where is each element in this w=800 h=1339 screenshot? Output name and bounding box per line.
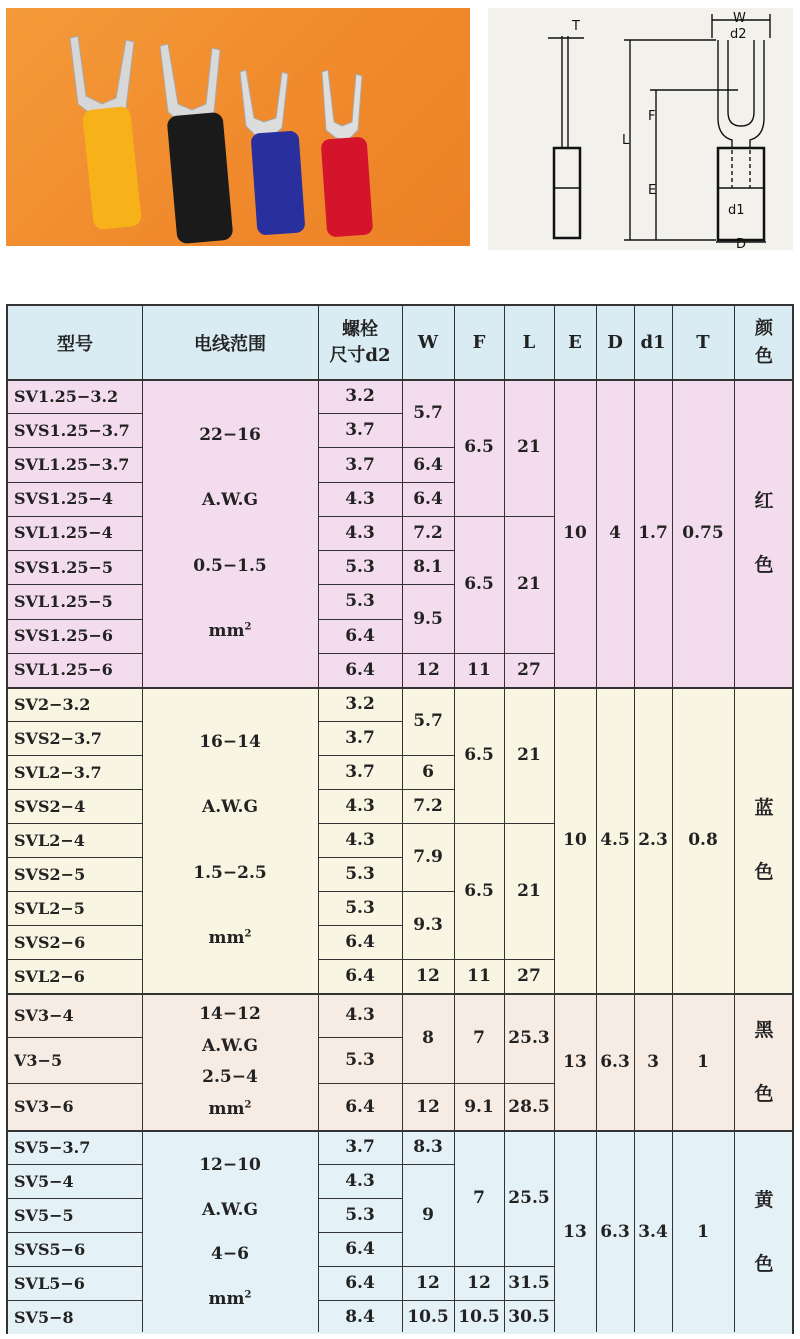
superscript: 2 bbox=[244, 621, 252, 633]
wire-range-mm2-value: 4−6 bbox=[211, 1244, 249, 1265]
f-value-cell: 11 bbox=[467, 966, 491, 986]
grid-line bbox=[634, 306, 635, 1332]
grid-line bbox=[8, 857, 142, 858]
model-cell: SVL2−6 bbox=[14, 966, 85, 986]
bolt-size-cell: 6.4 bbox=[345, 1096, 375, 1117]
l-value-cell: 27 bbox=[517, 966, 541, 986]
label-w: W bbox=[733, 11, 746, 26]
header-model: 型号 bbox=[57, 333, 93, 355]
grid-line bbox=[504, 306, 505, 1332]
header-separator bbox=[8, 379, 794, 381]
d1-value-cell: 3.4 bbox=[638, 1222, 668, 1242]
wire-range-cell bbox=[142, 993, 318, 1130]
w-value-cell: 9 bbox=[422, 1205, 434, 1225]
bolt-size-cell: 5.3 bbox=[345, 1050, 375, 1070]
group-separator bbox=[8, 993, 794, 995]
grid-line bbox=[734, 306, 735, 1332]
w-value-cell: 7.2 bbox=[413, 796, 443, 816]
model-cell: SV5−8 bbox=[14, 1307, 74, 1327]
wire-range-awg-value: 16−14 bbox=[199, 732, 261, 753]
l-value-cell: 21 bbox=[517, 437, 541, 458]
w-value-cell: 9.5 bbox=[413, 608, 443, 629]
l-value-cell: 25.5 bbox=[508, 1188, 550, 1208]
bolt-size-cell: 6.4 bbox=[345, 932, 375, 952]
f-value-cell: 6.5 bbox=[464, 437, 494, 458]
w-value-cell: 8.3 bbox=[413, 1137, 443, 1157]
f-value-cell: 7 bbox=[473, 1028, 485, 1048]
wire-range-mm2-unit bbox=[209, 928, 252, 948]
header-color bbox=[734, 306, 794, 379]
bolt-size-cell: 5.3 bbox=[345, 864, 375, 884]
product-photo bbox=[6, 8, 470, 246]
model-cell: SV5−3.7 bbox=[14, 1137, 91, 1157]
grid-line bbox=[402, 755, 454, 756]
grid-line bbox=[142, 306, 143, 1332]
header-l: L bbox=[522, 332, 536, 353]
bolt-size-cell: 3.7 bbox=[345, 762, 375, 782]
color-name-char: 黑 bbox=[754, 1018, 774, 1041]
w-value-cell: 6 bbox=[422, 762, 434, 782]
header-bolt-line1: 螺栓 bbox=[342, 318, 378, 340]
header-color-line2: 色 bbox=[755, 345, 773, 367]
grid-line bbox=[318, 619, 402, 620]
dimension-drawing bbox=[488, 8, 793, 250]
bolt-size-cell: 5.3 bbox=[345, 591, 375, 612]
grid-line bbox=[318, 653, 402, 654]
bolt-size-cell: 4.3 bbox=[345, 488, 375, 509]
d1-value-cell: 3 bbox=[647, 1051, 659, 1072]
bolt-size-cell: 4.3 bbox=[345, 796, 375, 816]
grid-line bbox=[8, 482, 142, 483]
wire-range-awg-value: 22−16 bbox=[199, 424, 261, 445]
f-value-cell: 7 bbox=[473, 1188, 485, 1208]
grid-line bbox=[454, 306, 455, 1332]
grid-line bbox=[318, 550, 402, 551]
color-name-cell bbox=[734, 379, 794, 687]
wire-range-awg-value: 14−12 bbox=[199, 1004, 261, 1025]
f-value-cell: 9.1 bbox=[464, 1096, 494, 1117]
group-separator bbox=[8, 687, 794, 689]
t-value-cell: 0.75 bbox=[682, 523, 724, 543]
terminal-dimension-diagram bbox=[488, 8, 793, 250]
bolt-size-cell: 4.3 bbox=[345, 1171, 375, 1191]
group-separator bbox=[8, 1130, 794, 1132]
grid-line bbox=[402, 447, 454, 448]
grid-line bbox=[504, 653, 554, 654]
grid-line bbox=[454, 959, 504, 960]
grid-line bbox=[8, 653, 142, 654]
f-value-cell: 6.5 bbox=[464, 574, 494, 595]
grid-line bbox=[402, 306, 403, 1332]
l-value-cell: 27 bbox=[517, 659, 541, 680]
w-value-cell: 12 bbox=[416, 966, 440, 986]
grid-line bbox=[554, 306, 555, 1332]
grid-line bbox=[318, 306, 319, 1332]
grid-line bbox=[402, 482, 454, 483]
header-d: D bbox=[607, 332, 623, 353]
model-cell: SV5−5 bbox=[14, 1205, 74, 1225]
wire-range-cell bbox=[142, 687, 318, 993]
color-name-char: 色 bbox=[754, 861, 774, 883]
grid-line bbox=[8, 755, 142, 756]
grid-line bbox=[8, 413, 142, 414]
bolt-size-cell: 6.4 bbox=[345, 1273, 375, 1293]
grid-line bbox=[318, 857, 402, 858]
color-name-cell bbox=[734, 993, 794, 1130]
grid-line bbox=[402, 1266, 454, 1267]
w-value-cell: 8 bbox=[422, 1028, 434, 1048]
l-value-cell: 28.5 bbox=[508, 1096, 550, 1117]
grid-line bbox=[8, 925, 142, 926]
bolt-size-cell: 5.3 bbox=[345, 557, 375, 578]
grid-line bbox=[318, 1232, 402, 1233]
header-bolt-line2: 尺寸d2 bbox=[329, 344, 391, 366]
grid-line bbox=[318, 823, 402, 824]
model-cell: SVL2−5 bbox=[14, 898, 85, 918]
w-value-cell: 6.4 bbox=[413, 488, 443, 509]
e-value-cell: 10 bbox=[563, 523, 587, 543]
grid-line bbox=[8, 1083, 142, 1084]
model-cell: SVS2−4 bbox=[14, 796, 86, 816]
grid-line bbox=[318, 755, 402, 756]
e-value-cell: 13 bbox=[563, 1051, 587, 1072]
w-value-cell: 6.4 bbox=[413, 454, 443, 475]
header-f: F bbox=[472, 332, 486, 353]
grid-line bbox=[454, 516, 504, 517]
d-value-cell: 4.5 bbox=[600, 830, 630, 850]
grid-line bbox=[504, 823, 554, 824]
bolt-size-cell: 3.2 bbox=[345, 694, 375, 714]
header-d1: d1 bbox=[640, 332, 666, 353]
mm-unit: mm bbox=[208, 1289, 245, 1310]
w-value-cell: 7.2 bbox=[413, 522, 443, 543]
header-color-line1: 颜 bbox=[755, 317, 773, 339]
grid-line bbox=[318, 1300, 402, 1301]
grid-line bbox=[8, 1164, 142, 1165]
grid-line bbox=[318, 1037, 402, 1038]
wire-range-mm2-value: 2.5−4 bbox=[202, 1067, 258, 1088]
bolt-size-cell: 4.3 bbox=[345, 1005, 375, 1025]
model-cell: SVL5−6 bbox=[14, 1273, 85, 1293]
grid-line bbox=[318, 1266, 402, 1267]
bolt-size-cell: 3.7 bbox=[345, 728, 375, 748]
grid-line bbox=[318, 721, 402, 722]
label-e: E bbox=[648, 183, 657, 198]
grid-line bbox=[8, 789, 142, 790]
bolt-size-cell: 3.7 bbox=[345, 420, 375, 441]
model-cell: SV1.25−3.2 bbox=[14, 386, 119, 406]
f-value-cell: 11 bbox=[467, 659, 491, 680]
model-cell: SV5−4 bbox=[14, 1171, 74, 1191]
w-value-cell: 5.7 bbox=[413, 403, 443, 424]
model-cell: SVL2−3.7 bbox=[14, 762, 102, 782]
f-value-cell: 6.5 bbox=[464, 745, 494, 765]
wire-range-awg-unit: A.W.G bbox=[202, 797, 258, 818]
grid-line bbox=[402, 1300, 454, 1301]
wire-range-mm2-value: 1.5−2.5 bbox=[193, 862, 267, 883]
grid-line bbox=[318, 925, 402, 926]
label-d1: d1 bbox=[728, 203, 745, 218]
model-cell: SVS2−3.7 bbox=[14, 728, 102, 748]
grid-line bbox=[672, 306, 673, 1332]
grid-line bbox=[596, 306, 597, 1332]
grid-line bbox=[402, 823, 454, 824]
f-value-cell: 12 bbox=[467, 1273, 491, 1293]
grid-line bbox=[402, 959, 454, 960]
grid-line bbox=[8, 1300, 142, 1301]
model-cell: SVS1.25−4 bbox=[14, 489, 114, 509]
grid-line bbox=[402, 1083, 454, 1084]
model-cell: SVS2−5 bbox=[14, 864, 86, 884]
superscript: 2 bbox=[244, 928, 252, 940]
header-w: W bbox=[417, 332, 439, 353]
model-cell: V3−5 bbox=[14, 1050, 63, 1070]
grid-line bbox=[318, 584, 402, 585]
grid-line bbox=[318, 447, 402, 448]
bolt-size-cell: 3.7 bbox=[345, 1137, 375, 1157]
model-cell: SVL2−4 bbox=[14, 830, 85, 850]
l-value-cell: 30.5 bbox=[508, 1307, 550, 1327]
grid-line bbox=[402, 516, 454, 517]
grid-line bbox=[8, 1232, 142, 1233]
l-value-cell: 21 bbox=[517, 745, 541, 765]
bolt-size-cell: 3.2 bbox=[345, 386, 375, 407]
grid-line bbox=[454, 1266, 504, 1267]
grid-line bbox=[504, 516, 554, 517]
w-value-cell: 7.9 bbox=[413, 847, 443, 867]
header-t: T bbox=[696, 332, 710, 353]
grid-line bbox=[402, 1164, 454, 1165]
grid-line bbox=[318, 959, 402, 960]
model-cell: SVL1.25−6 bbox=[14, 660, 113, 680]
color-name-char: 黄 bbox=[754, 1189, 774, 1211]
grid-line bbox=[402, 653, 454, 654]
mm-unit: mm bbox=[208, 927, 245, 948]
wire-range-awg-value: 12−10 bbox=[199, 1154, 261, 1175]
grid-line bbox=[8, 619, 142, 620]
spade-terminals-illustration bbox=[6, 8, 470, 246]
grid-line bbox=[8, 721, 142, 722]
model-cell: SVS5−6 bbox=[14, 1239, 86, 1259]
grid-line bbox=[504, 959, 554, 960]
wire-range-mm2-unit bbox=[209, 621, 252, 641]
model-cell: SVL1.25−3.7 bbox=[14, 455, 130, 475]
grid-line bbox=[402, 789, 454, 790]
color-name-cell bbox=[734, 1130, 794, 1334]
color-name-char: 色 bbox=[754, 1082, 774, 1105]
grid-line bbox=[402, 550, 454, 551]
w-value-cell: 12 bbox=[416, 659, 440, 680]
wire-range-mm2-unit bbox=[209, 1099, 252, 1119]
f-value-cell: 6.5 bbox=[464, 881, 494, 901]
grid-line bbox=[8, 584, 142, 585]
bolt-size-cell: 5.3 bbox=[345, 1205, 375, 1225]
e-value-cell: 10 bbox=[563, 830, 587, 850]
w-value-cell: 12 bbox=[416, 1273, 440, 1293]
grid-line bbox=[402, 584, 454, 585]
bolt-size-cell: 3.7 bbox=[345, 454, 375, 475]
label-t: T bbox=[572, 19, 580, 34]
grid-line bbox=[8, 823, 142, 824]
grid-line bbox=[318, 891, 402, 892]
grid-line bbox=[8, 550, 142, 551]
grid-line bbox=[8, 447, 142, 448]
label-d2: d2 bbox=[730, 27, 747, 42]
t-value-cell: 1 bbox=[697, 1051, 709, 1072]
t-value-cell: 0.8 bbox=[688, 830, 718, 850]
grid-line bbox=[454, 1300, 504, 1301]
l-value-cell: 25.3 bbox=[508, 1028, 550, 1048]
mm-unit: mm bbox=[208, 621, 245, 642]
w-value-cell: 10.5 bbox=[407, 1307, 449, 1327]
label-d: D bbox=[736, 237, 747, 250]
grid-line bbox=[8, 891, 142, 892]
bolt-size-cell: 8.4 bbox=[345, 1307, 375, 1327]
l-value-cell: 21 bbox=[517, 881, 541, 901]
f-value-cell: 10.5 bbox=[458, 1307, 500, 1327]
w-value-cell: 8.1 bbox=[413, 557, 443, 578]
model-cell: SVS1.25−3.7 bbox=[14, 420, 130, 440]
superscript: 2 bbox=[244, 1098, 252, 1110]
header-e: E bbox=[568, 332, 582, 353]
label-f: F bbox=[648, 109, 656, 124]
grid-line bbox=[454, 823, 504, 824]
d-value-cell: 6.3 bbox=[600, 1222, 630, 1242]
model-cell: SV3−6 bbox=[14, 1097, 74, 1116]
grid-line bbox=[504, 1083, 554, 1084]
w-value-cell: 5.7 bbox=[413, 711, 443, 731]
grid-line bbox=[504, 1300, 554, 1301]
grid-line bbox=[402, 891, 454, 892]
specification-table bbox=[6, 304, 794, 1334]
wire-range-cell bbox=[142, 379, 318, 687]
w-value-cell: 12 bbox=[416, 1096, 440, 1117]
grid-line bbox=[8, 1198, 142, 1199]
bolt-size-cell: 5.3 bbox=[345, 898, 375, 918]
bolt-size-cell: 6.4 bbox=[345, 966, 375, 986]
grid-line bbox=[318, 789, 402, 790]
label-l: L bbox=[622, 133, 630, 148]
model-cell: SV3−4 bbox=[14, 1005, 74, 1025]
d-value-cell: 4 bbox=[609, 523, 621, 543]
wire-range-awg-unit: A.W.G bbox=[202, 1199, 258, 1220]
wire-range-mm2-value: 0.5−1.5 bbox=[193, 555, 267, 576]
grid-line bbox=[318, 1198, 402, 1199]
wire-range-mm2-unit bbox=[209, 1289, 252, 1309]
superscript: 2 bbox=[244, 1289, 252, 1301]
header-bolt-size bbox=[318, 306, 402, 379]
grid-line bbox=[454, 1083, 504, 1084]
grid-line bbox=[8, 959, 142, 960]
grid-line bbox=[454, 653, 504, 654]
color-name-cell bbox=[734, 687, 794, 993]
grid-line bbox=[318, 516, 402, 517]
bolt-size-cell: 4.3 bbox=[345, 830, 375, 850]
bolt-size-cell: 6.4 bbox=[345, 1239, 375, 1259]
grid-line bbox=[504, 1266, 554, 1267]
grid-line bbox=[8, 1037, 142, 1038]
w-value-cell: 9.3 bbox=[413, 915, 443, 935]
e-value-cell: 13 bbox=[563, 1222, 587, 1242]
d1-value-cell: 1.7 bbox=[638, 523, 668, 543]
bolt-size-cell: 6.4 bbox=[345, 625, 375, 646]
mm-unit: mm bbox=[208, 1098, 245, 1119]
grid-line bbox=[318, 1083, 402, 1084]
model-cell: SVL1.25−5 bbox=[14, 591, 113, 611]
wire-range-awg-unit: A.W.G bbox=[202, 1035, 258, 1056]
model-cell: SVS2−6 bbox=[14, 932, 86, 952]
wire-range-cell bbox=[142, 1130, 318, 1334]
d1-value-cell: 2.3 bbox=[638, 830, 668, 850]
l-value-cell: 31.5 bbox=[508, 1273, 550, 1293]
bolt-size-cell: 4.3 bbox=[345, 522, 375, 543]
model-cell: SV2−3.2 bbox=[14, 694, 91, 714]
model-cell: SVS1.25−5 bbox=[14, 557, 114, 577]
grid-line bbox=[8, 516, 142, 517]
grid-line bbox=[318, 482, 402, 483]
grid-line bbox=[8, 1266, 142, 1267]
grid-line bbox=[318, 1164, 402, 1165]
model-cell: SVL1.25−4 bbox=[14, 523, 113, 543]
header-wire-range: 电线范围 bbox=[194, 333, 266, 355]
color-name-char: 蓝 bbox=[754, 797, 774, 819]
bolt-size-cell: 6.4 bbox=[345, 659, 375, 680]
model-cell: SVS1.25−6 bbox=[14, 626, 114, 646]
wire-range-awg-unit: A.W.G bbox=[202, 490, 258, 511]
l-value-cell: 21 bbox=[517, 574, 541, 595]
grid-line bbox=[318, 413, 402, 414]
color-name-char: 色 bbox=[754, 1253, 774, 1275]
t-value-cell: 1 bbox=[697, 1222, 709, 1242]
color-name-char: 色 bbox=[754, 554, 774, 576]
d-value-cell: 6.3 bbox=[600, 1051, 630, 1072]
color-name-char: 红 bbox=[754, 490, 774, 512]
